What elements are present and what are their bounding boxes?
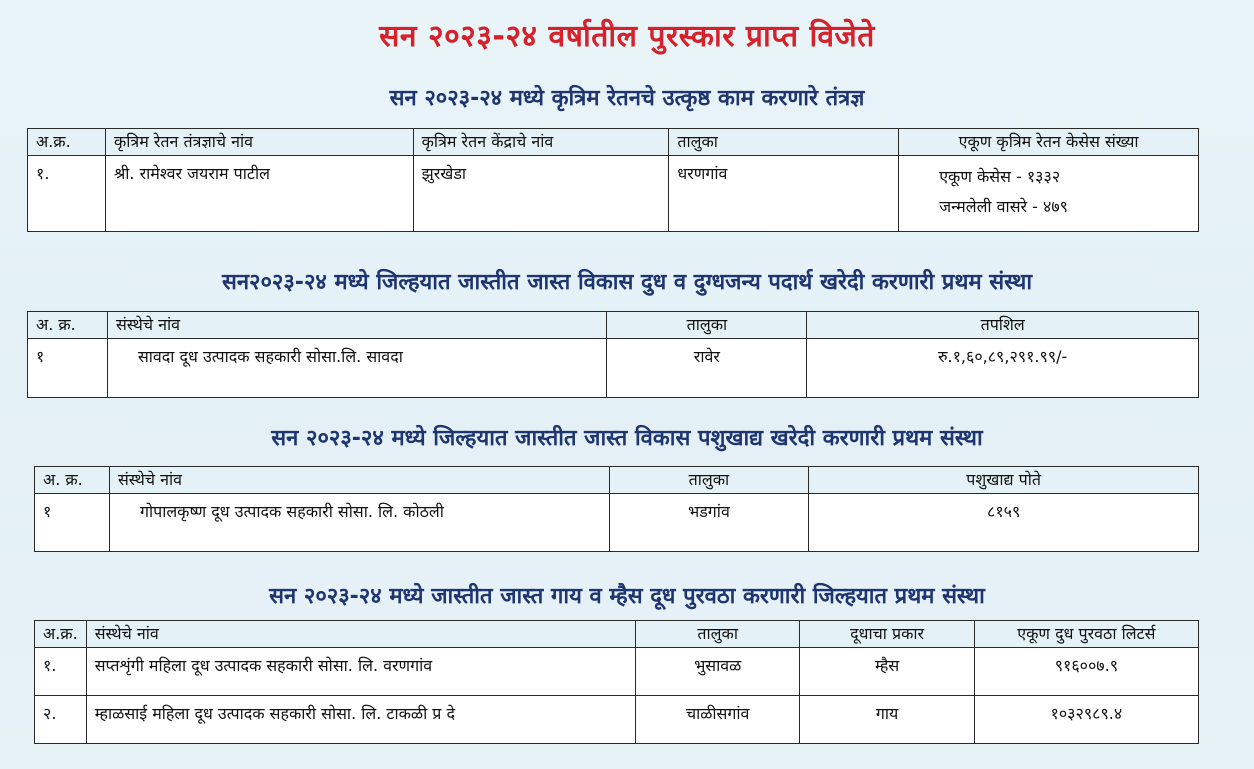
col-header-sr: अ.क्र. [28,129,106,156]
cell-technician-name: श्री. रामेश्वर जयराम पाटील [105,156,413,232]
cell-taluka: भडगांव [609,494,809,552]
section3-table [34,466,1199,552]
cell-milk-type: म्हैस [800,648,974,696]
col-header-taluka: तालुका [609,467,809,494]
table-row [35,696,1199,744]
table-row [28,156,1199,232]
section2-title: सन२०२३-२४ मध्ये जिल्हयात जास्तीत जास्त विकास दुध व दुग्धजन्य पदार्थ खरेदी करणारी प्रथम संस्था [221,270,1033,295]
col-header-taluka: तालुका [669,129,899,156]
section4-title: सन २०२३-२४ मध्ये जास्तीत जास्त गाय व म्हैस दूध पुरवठा करणारी जिल्हयात प्रथम संस्था [269,584,985,609]
col-header-feed-bags: पशुखाद्य पोते [809,467,1199,494]
col-header-taluka: तालुका [607,312,807,339]
section1-title: सन २०२३-२४ मध्ये कृत्रिम रेतनचे उत्कृष्ठ काम करणारे तंत्रज्ञ [389,86,865,111]
cell-society-name: म्हाळसाई महिला दूध उत्पादक सहकारी सोसा. लि. टाकळी प्र दे [86,696,635,744]
table-header-row [28,129,1199,156]
cell-society-name: सावदा दूध उत्पादक सहकारी सोसा.लि. सावदा [107,339,607,398]
cell-sr: १. [28,156,106,232]
cell-taluka: धरणगांव [669,156,899,232]
cell-total-liters: ९१६००७.९ [974,648,1198,696]
cell-cases [899,156,1199,232]
cell-milk-type: गाय [800,696,974,744]
col-header-taluka: तालुका [635,621,800,648]
cell-sr: १ [35,494,110,552]
table-row [28,339,1199,398]
col-header-detail: तपशिल [807,312,1199,339]
cell-total-liters: १०३२९८९.४ [974,696,1198,744]
section2-table [27,311,1199,398]
cell-taluka: रावेर [607,339,807,398]
table-row [35,648,1199,696]
col-header-total-cases: एकूण कृत्रिम रेतन केसेस संख्या [899,129,1199,156]
cell-sr: १ [28,339,108,398]
cell-detail: रु.१,६०,८९,२९१.९९/- [807,339,1199,398]
page-title: सन २०२३-२४ वर्षातील पुरस्कार प्राप्त विजेते [379,19,875,54]
col-header-total-liters: एकूण दुध पुरवठा लिटर्स [974,621,1198,648]
table-row [35,494,1199,552]
cell-taluka: चाळीसगांव [635,696,800,744]
col-header-center-name: कृत्रिम रेतन केंद्राचे नांव [413,129,669,156]
cell-feed-bags: ८१५९ [809,494,1199,552]
col-header-technician-name: कृत्रिम रेतन तंत्रज्ञाचे नांव [105,129,413,156]
col-header-sr: अ. क्र. [35,467,110,494]
cell-taluka: भुसावळ [635,648,800,696]
table-header-row [35,467,1199,494]
col-header-society-name: संस्थेचे नांव [109,467,609,494]
table-header-row [28,312,1199,339]
cell-sr: १. [35,648,87,696]
col-header-sr: अ. क्र. [28,312,108,339]
col-header-society-name: संस्थेचे नांव [107,312,607,339]
cell-center-name: झुरखेडा [413,156,669,232]
section3-title: सन २०२३-२४ मध्ये जिल्हयात जास्तीत जास्त विकास पशुखाद्य खरेदी करणारी प्रथम संस्था [271,426,983,451]
cell-sr: २. [35,696,87,744]
col-header-sr: अ.क्र. [35,621,87,648]
table-header-row [35,621,1199,648]
calves-born: जन्मलेली वासरे - ४७९ [939,197,1068,216]
col-header-society-name: संस्थेचे नांव [86,621,635,648]
section1-table [27,128,1199,232]
col-header-milk-type: दूधाचा प्रकार [800,621,974,648]
cell-society-name: सप्तशृंगी महिला दूध उत्पादक सहकारी सोसा. लि. वरणगांव [86,648,635,696]
cases-total: एकूण केसेस - १३३२ [939,167,1061,186]
section4-table [34,620,1199,744]
cell-society-name: गोपालकृष्ण दूध उत्पादक सहकारी सोसा. लि. कोठली [109,494,609,552]
